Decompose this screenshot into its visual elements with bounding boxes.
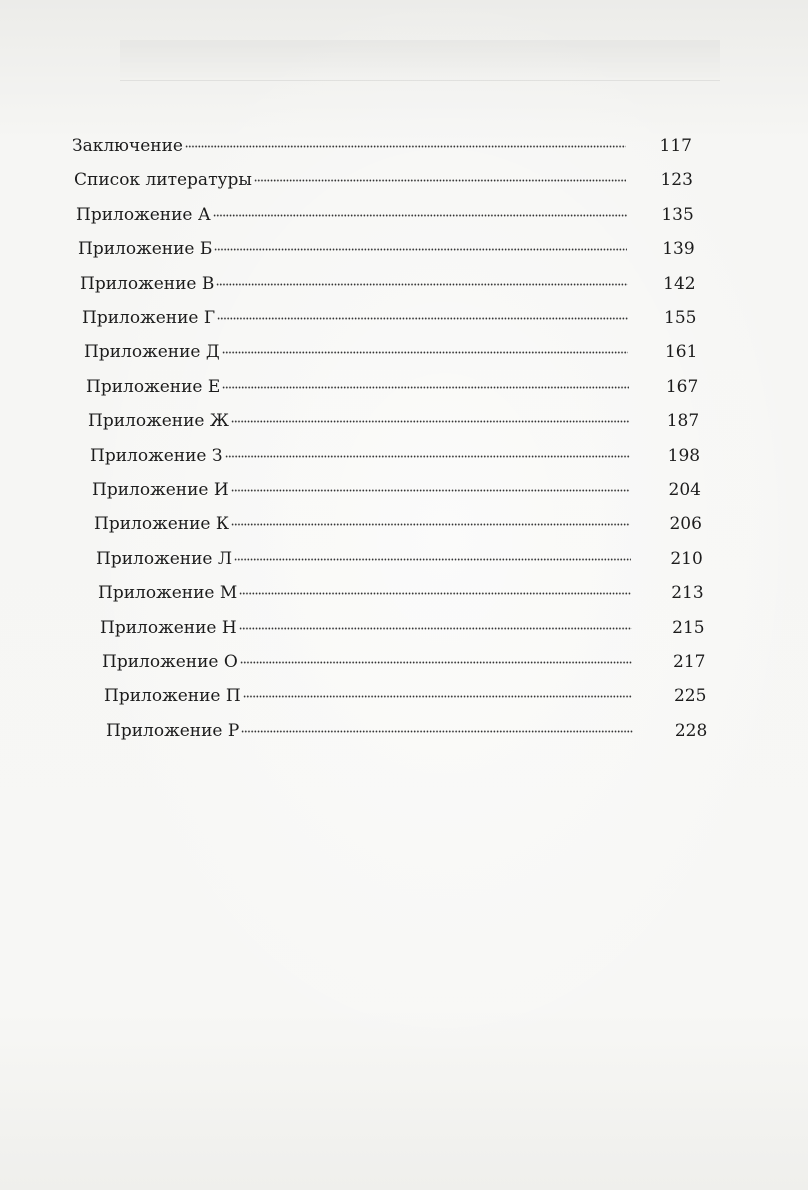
toc-leader-dots (240, 661, 632, 664)
toc-entry-page-number: 139 (662, 239, 695, 260)
toc-entry-title: Приложение Г (82, 308, 216, 328)
toc-entry (90, 442, 632, 470)
toc-entry-title: Приложение М (98, 583, 238, 604)
toc-entry-page-number: 204 (668, 480, 701, 500)
toc-entry (104, 682, 634, 710)
toc-entry-page-number: 206 (669, 514, 702, 535)
toc-entry (88, 407, 631, 435)
toc-entry-page-number: 117 (659, 136, 692, 156)
toc-entry (106, 717, 635, 745)
toc-entry-title: Приложение Д (84, 342, 220, 363)
toc-entry-page-number: 135 (661, 204, 694, 225)
toc-entry-page-number: 198 (667, 445, 701, 466)
toc-entry-title: Заключение (72, 136, 183, 156)
toc-entry (94, 510, 632, 538)
toc-entry-page-number: 213 (671, 583, 704, 604)
toc-leader-dots (239, 627, 632, 630)
toc-leader-dots (214, 248, 627, 251)
toc-leader-dots (225, 455, 630, 458)
toc-entry-title: Приложение И (92, 480, 229, 500)
toc-entry-page-number: 187 (666, 411, 700, 432)
toc-entry-title: Приложение Б (78, 239, 213, 260)
toc-entry-title: Приложение Л (96, 548, 233, 569)
toc-entry-title: Приложение П (104, 686, 241, 707)
toc-entry-page-number: 215 (672, 617, 705, 638)
toc-entry (72, 132, 628, 160)
toc-entry-title: Список литературы (74, 170, 252, 191)
toc-entry-title: Приложение А (76, 204, 211, 225)
toc-entry-page-number: 123 (660, 170, 693, 191)
toc-leader-dots (239, 592, 631, 595)
toc-entry-title: Приложение В (80, 273, 215, 294)
toc-leader-dots (222, 351, 629, 354)
toc-leader-dots (213, 214, 627, 217)
toc-leader-dots (241, 730, 632, 733)
toc-entry-page-number: 228 (674, 720, 708, 741)
toc-entry-title: Приложение К (94, 514, 230, 535)
toc-entry-page-number: 142 (663, 273, 696, 294)
toc-entry (84, 338, 630, 366)
toc-leader-dots (231, 489, 630, 492)
toc-leader-dots (254, 179, 627, 182)
toc-entry-title: Приложение О (102, 652, 238, 672)
toc-entry (82, 304, 630, 332)
toc-entry (74, 166, 628, 194)
toc-entry-page-number: 161 (664, 342, 698, 363)
toc-entry-title: Приложение Ж (88, 411, 229, 432)
toc-entry-page-number: 210 (670, 548, 703, 569)
toc-entry-page-number: 217 (673, 652, 706, 672)
toc-entry (76, 201, 629, 229)
toc-entry-page-number: 225 (673, 686, 707, 707)
toc-entry-title: Приложение З (90, 445, 223, 466)
toc-entry (92, 476, 632, 504)
toc-entry-page-number: 155 (664, 308, 697, 328)
toc-leader-dots (231, 523, 630, 526)
toc-entry-title: Приложение Р (106, 720, 240, 741)
toc-entry-title: Приложение Е (86, 376, 221, 397)
toc-leader-dots (231, 420, 629, 423)
toc-entry (98, 579, 633, 607)
toc-entry-title: Приложение Н (100, 617, 237, 638)
toc-entry-page-number: 167 (665, 376, 699, 397)
toc-leader-dots (243, 695, 633, 698)
toc-leader-dots (217, 317, 628, 320)
toc-entry (78, 235, 629, 263)
toc-leader-dots (216, 283, 627, 286)
toc-leader-dots (234, 558, 631, 561)
toc-entry (100, 614, 634, 642)
toc-entry (96, 545, 633, 573)
toc-entry (102, 648, 634, 676)
toc-entry (80, 270, 630, 298)
toc-entry (86, 373, 631, 401)
toc-leader-dots (185, 145, 626, 148)
toc-leader-dots (222, 386, 628, 389)
